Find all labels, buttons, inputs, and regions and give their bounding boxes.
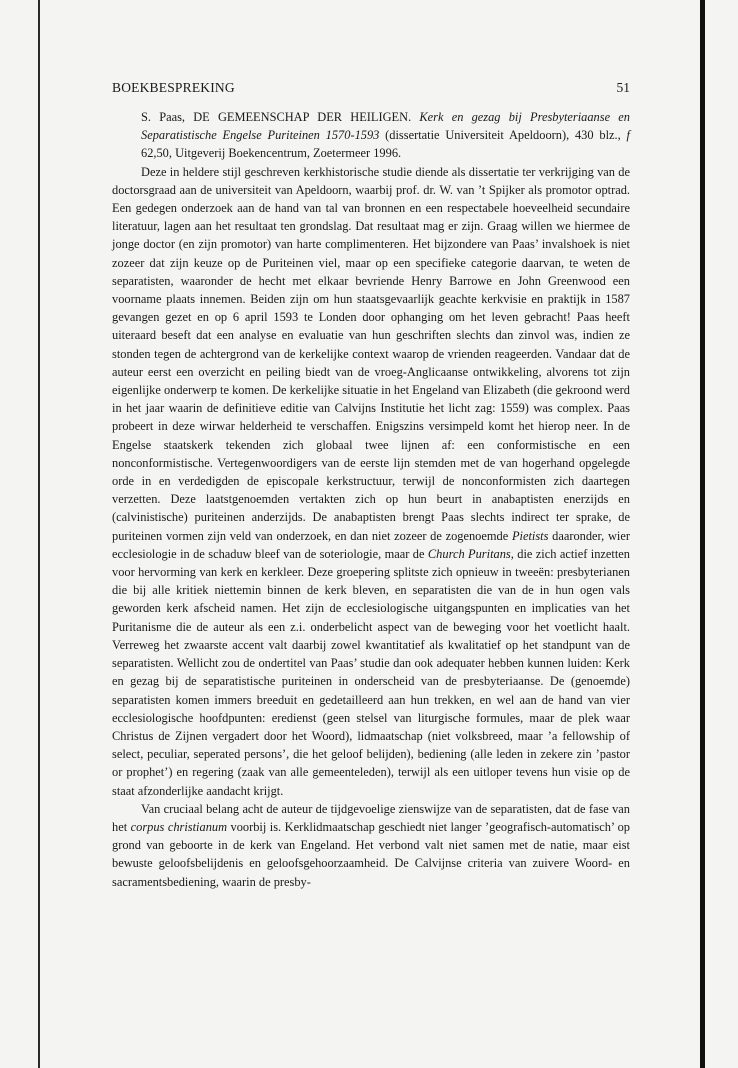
running-title: BOEKBESPREKING — [112, 80, 235, 95]
paragraph-1-italic-pietists: Pietists — [511, 528, 549, 543]
page-number: 51 — [616, 80, 630, 95]
paragraph-2-text-a: Van cruciaal belang acht de auteur de tijdgevoelige zienswijze van de separatisten, dat de fase van het — [112, 801, 630, 834]
scan-edge-left — [38, 0, 40, 1068]
paragraph-1-text-b: daaronder, wier ecclesiologie in de schaduw bleef van de soteriologie, maar de — [112, 528, 631, 561]
scan-edge-right — [700, 0, 705, 1068]
page-header — [112, 79, 630, 97]
paragraph-1-italic-church-puritans: Church Puritans, — [427, 546, 514, 561]
citation-price-symbol: f — [626, 128, 630, 143]
paragraph-1 — [112, 163, 630, 800]
citation-author-title: S. Paas, DE GEMEENSCHAP DER HEILIGEN. — [141, 110, 412, 124]
article-body — [112, 108, 630, 891]
book-citation — [112, 108, 630, 163]
paragraph-2-text-b: voorbij is. Kerklidmaatschap geschiedt niet langer ’geografisch-automatisch’ op grond van geboorte in de kerk van Engeland. Het verbond valt niet samen met de natie, maar eist bewuste geloofsbelijdenis en geloofsgehoorzaamheid. De Calvijnse criteria van zuivere Woord- en sacramentsbediening, waarin de presby- — [112, 819, 630, 889]
citation-price: 62,50, Uitgeverij Boekencentrum, Zoetermeer 1996. — [141, 146, 402, 161]
paragraph-2-italic-corpus: corpus christianum — [130, 819, 228, 834]
citation-subtitle: Kerk en gezag bij Presbyteriaanse en Separatistische Engelse Puriteinen 1570-1593 — [141, 110, 630, 143]
paragraph-1-text-c: die zich actief inzetten voor hervorming van kerk en kerkleer. Deze groepering splitste zich opnieuw in tweeën: presbyterianen die bij alle kritiek niettemin binnen de kerk bleven, en separatisten die van de in hun ogen vals geworden kerk afscheid namen. Het zijn de ecclesiologische uitgangspunten en implicaties van het Puritanisme die de auteur als een z.i. onderbelicht aspect van de beweging voor het voetlicht haalt. Verreweg het zwaarste accent valt daarbij zowel kwantitatief als kwalitatief op het standpunt van de separatisten. Wellicht zou de ondertitel van Paas’ studie dan ook adequater hebben kunnen luiden: Kerk en gezag bij de separatistische puriteinen in onderscheid van de presbyteriaanse. De (genoemde) separatisten komen immers breeduit en gedetailleerd aan hun trekken, en wel aan de hand van vier ecclesiologische hoofdpunten: eredienst (geen stelsel van liturgische formules, maar de plek waar Christus de Zijnen vergadert door het Woord), lidmaatschap (niet volksbreed, maar ’a fellowship of select, peculiar, seperated persons’, die het geloof belijden), bediening (alle leden in zekere zin ’pastor or prophet’) en regering (zaak van alle gemeenteleden), terwijl als een uitloper tevens hun visie op de staat afzonderlijke aandacht krijgt. — [112, 546, 630, 798]
paragraph-2 — [112, 800, 630, 891]
paragraph-1-text-a: Deze in heldere stijl geschreven kerkhistorische studie diende als dissertatie ter verkrijging van de doctorsgraad aan de universiteit van Apeldoorn, waarbij prof. dr. W. van ’t Spijker als promotor optrad. Een gedegen onderzoek aan de hand van tal van bronnen en een respectabele hoeveelheid secundaire literatuur, lagen aan het resultaat ten grondslag. Dat resultaat mag er zijn. Graag willen we hiermee de jonge doctor (en zijn promotor) van harte complimenteren. Het bijzondere van Paas’ invalshoek is niet zozeer dat zijn keuze op de Puriteinen viel, maar op een specifieke categorie daarvan, te weten de separatisten, waaronder de hecht met elkaar bevriende Henry Barrowe en John Greenwood een voorname plaats innemen. Beiden zijn om hun staatsgevaarlijk geachte kerkvisie en praktijk in 1587 gevangen gezet en op 6 april 1593 te Londen door ophanging om het leven gebracht! Paas heeft uiteraard beseft dat een analyse en evaluatie van hun geschriften slechts dan zinvol was, indien ze stonden tegen de achtergrond van de kerkelijke context waarop de vrienden reageerden. Vandaar dat de auteur eerst een overzicht en peiling biedt van de vroeg-Anglicaanse ontwikkeling, alvorens tot zijn eigenlijke onderwerp te komen. De kerkelijke situatie in het Engeland van Elizabeth (die gekroond werd in het jaar waarin de definitieve editie van Calvijns Institutie het licht zag: 1559) was complex. Paas probeert in deze wirwar helderheid te verschaffen. Enigszins versimpeld komt het hierop neer. In de Engelse staatskerk tekenden zich globaal twee lijnen af: een conformistische en een nonconformistische. Vertegenwoordigers van de eerste lijn stemden met de van hogerhand opgelegde orde in en verdedigden de episcopale kerkstructuur, terwijl de nonconformisten zich daartegen verzetten. Deze laatstgenoemden vertakten zich op hun beurt in anabaptisten enerzijds en (calvinistische) puriteinen anderzijds. De anabaptisten brengt Paas slechts indirect ter sprake, de puriteinen vormen zijn veld van onderzoek, en dan niet zozeer de zogenoemde — [112, 164, 630, 543]
citation-publication: (dissertatie Universiteit Apeldoorn), 430 blz., — [385, 128, 621, 143]
